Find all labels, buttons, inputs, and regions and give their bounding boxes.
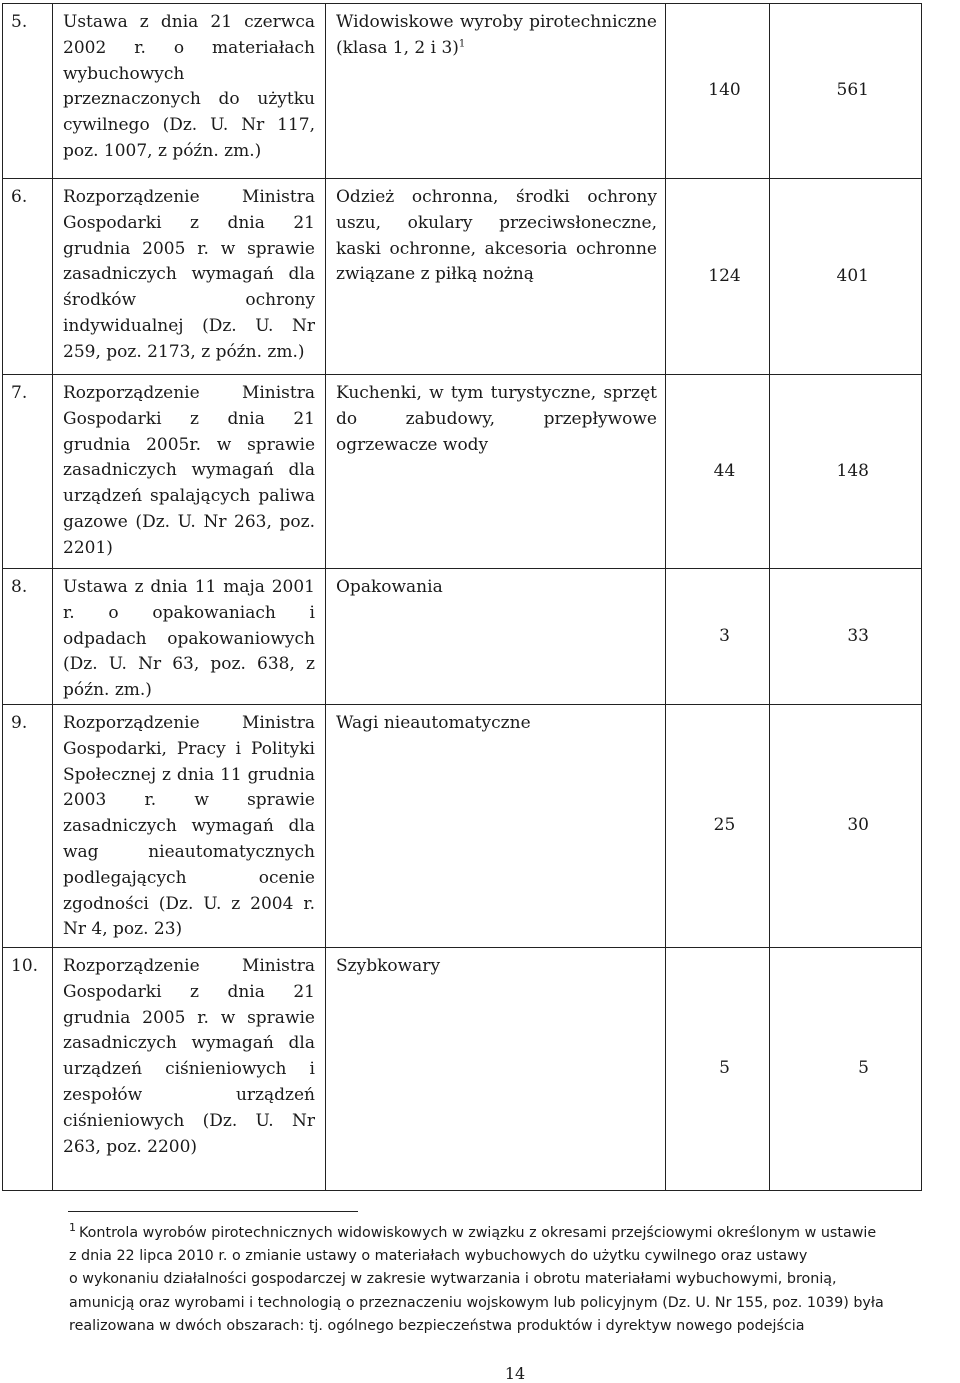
table-row <box>3 375 922 569</box>
row-number: 6. <box>3 179 53 375</box>
footnote-line: o wykonaniu działalności gospodarczej w zakresie wytwarzania i obrotu materiałami wybuchowymi, bronią, <box>69 1271 837 1288</box>
count-cell-2: 33 <box>770 569 922 705</box>
footnote-text: Kontrola wyrobów pirotechnicznych widowiskowych w związku z okresami przejściowymi określonym w ustawie <box>79 1225 877 1241</box>
legal-act-cell: Ustawa z dnia 21 czerwca 2002 r. o materiałach wybuchowych przeznaczonych do użytku cywilnego (Dz. U. Nr 117, poz. 1007, z późn. zm.) <box>53 4 326 179</box>
count-cell-1: 25 <box>666 704 770 947</box>
legal-act-cell: Rozporządzenie Ministra Gospodarki, Pracy i Polityki Społecznej z dnia 11 grudnia 2003 r. w sprawie zasadniczych wymagań dla wag nieautomatycznych podlegających ocenie zgodności (Dz. U. z 2004 r. Nr 4, poz. 23) <box>53 704 326 947</box>
count-cell-2: 30 <box>770 704 922 947</box>
footnote-mark: 1 <box>69 1221 76 1235</box>
count-cell-1: 44 <box>666 375 770 569</box>
product-group-cell: Opakowania <box>326 569 666 705</box>
product-group-cell <box>326 4 666 179</box>
table-row <box>3 704 922 947</box>
row-number: 10. <box>3 947 53 1190</box>
product-group-cell: Wagi nieautomatyczne <box>326 704 666 947</box>
count-cell-2: 401 <box>770 179 922 375</box>
legal-act-cell: Ustawa z dnia 11 maja 2001 r. o opakowaniach i odpadach opakowaniowych (Dz. U. Nr 63, poz. 638, z późn. zm.) <box>53 569 326 705</box>
legal-act-cell: Rozporządzenie Ministra Gospodarki z dnia 21 grudnia 2005r. w sprawie zasadniczych wymagań dla urządzeń spalających paliwa gazowe (Dz. U. Nr 263, poz. 2201) <box>53 375 326 569</box>
footnote-reference: 1 <box>458 38 466 50</box>
count-cell-1: 124 <box>666 179 770 375</box>
table-row <box>3 179 922 375</box>
product-group-cell: Odzież ochronna, środki ochrony uszu, okulary przeciwsłoneczne, kaski ochronne, akcesoria ochronne związane z piłką nożną <box>326 179 666 375</box>
count-cell-1: 140 <box>666 4 770 179</box>
product-group-text: Widowiskowe wyroby pirotechniczne (klasa 1, 2 i 3) <box>336 12 657 58</box>
count-cell-1: 3 <box>666 569 770 705</box>
row-number: 8. <box>3 569 53 705</box>
page-number: 14 <box>504 1364 526 1383</box>
count-cell-2: 561 <box>770 4 922 179</box>
count-cell-2: 148 <box>770 375 922 569</box>
footnote-line: z dnia 22 lipca 2010 r. o zmianie ustawy o materiałach wybuchowych do użytku cywilnego oraz ustawy <box>69 1248 808 1265</box>
product-group-cell: Kuchenki, w tym turystyczne, sprzęt do zabudowy, przepływowe ogrzewacze wody <box>326 375 666 569</box>
count-cell-2: 5 <box>770 947 922 1190</box>
table-row <box>3 947 922 1190</box>
footnote-line: amunicją oraz wyrobami i technologią o przeznaczeniu wojskowym lub policyjnym (Dz. U. Nr 155, poz. 1039) była <box>69 1294 884 1311</box>
footnote <box>69 1222 959 1338</box>
count-cell-1: 5 <box>666 947 770 1190</box>
product-group-cell: Szybkowary <box>326 947 666 1190</box>
table-row <box>3 4 922 179</box>
footnote-line <box>69 1222 959 1245</box>
footnote-line: realizowana w dwóch obszarach: tj. ogólnego bezpieczeństwa produktów i dyrektyw nowego podejścia <box>69 1317 805 1334</box>
row-number: 7. <box>3 375 53 569</box>
legal-act-cell: Rozporządzenie Ministra Gospodarki z dnia 21 grudnia 2005 r. w sprawie zasadniczych wymagań dla środków ochrony indywidualnej (Dz. U. Nr 259, poz. 2173, z późn. zm.) <box>53 179 326 375</box>
regulations-table <box>2 3 922 1191</box>
row-number: 9. <box>3 704 53 947</box>
row-number: 5. <box>3 4 53 179</box>
table-row <box>3 569 922 705</box>
legal-act-cell: Rozporządzenie Ministra Gospodarki z dnia 21 grudnia 2005 r. w sprawie zasadniczych wymagań dla urządzeń ciśnieniowych i zespołów urządzeń ciśnieniowych (Dz. U. Nr 263, poz. 2200) <box>53 947 326 1190</box>
footnote-separator <box>68 1211 358 1212</box>
